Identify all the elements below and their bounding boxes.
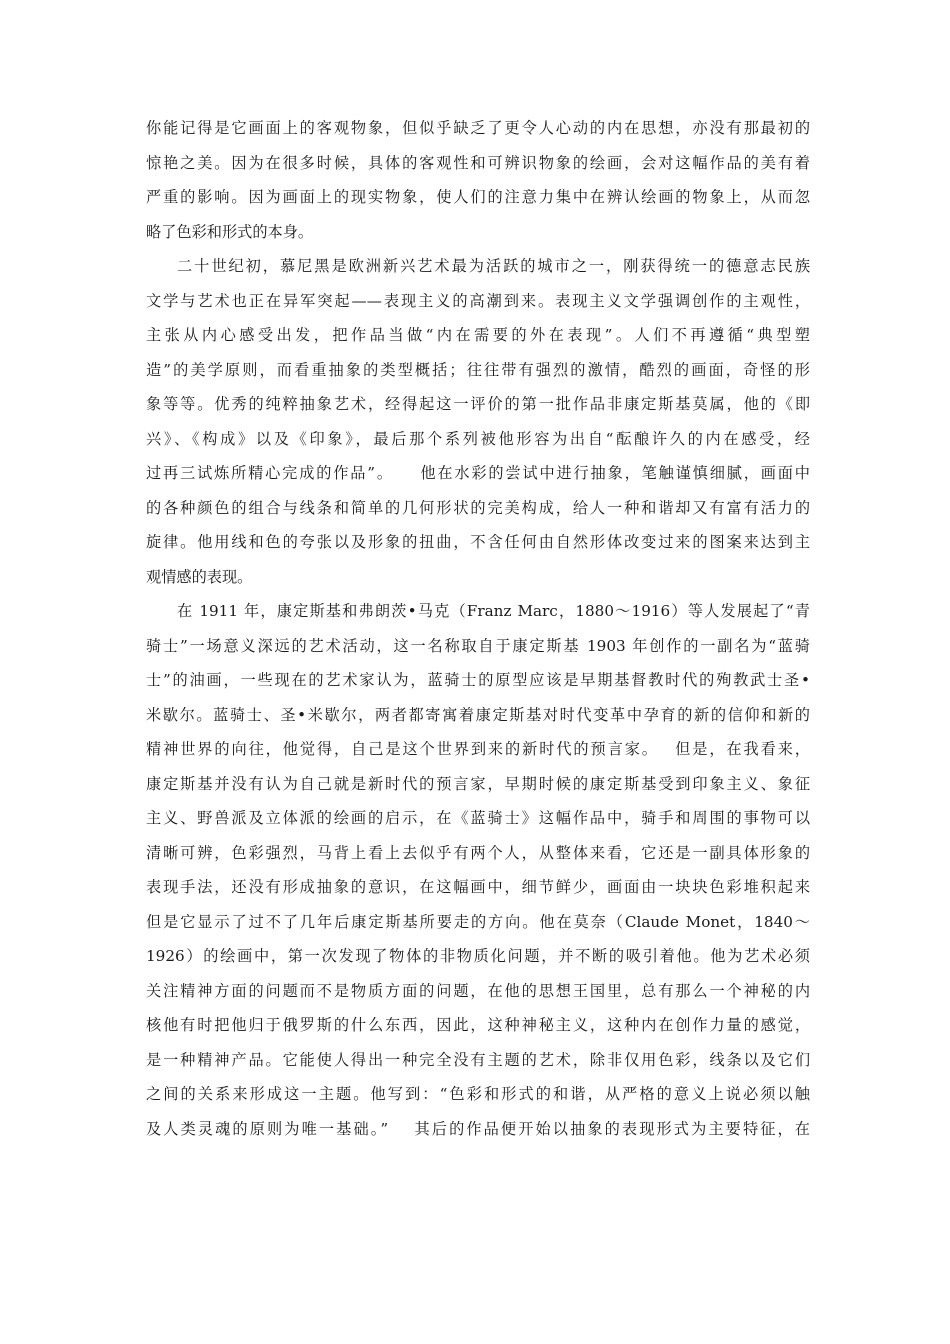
text-line: 造”的美学原则，而看重抽象的类型概括；往往带有强烈的激情，酷烈的画面，奇怪的形 [146,360,810,379]
text-line: 是一种精神产品。它能使人得出一种完全没有主题的艺术，除非仅用色彩，线条以及它们 [146,1050,810,1069]
text-line: 略了色彩和形式的本身。 [146,222,314,241]
text-line: 过再三试炼所精心完成的作品”。 他在水彩的尝试中进行抽象，笔触谨慎细腻，画面中 [146,464,810,482]
text-line: 核他有时把他归于俄罗斯的什么东西，因此，这种神秘主义，这种内在创作力量的感觉， [146,1016,810,1034]
text-line: 清晰可辨，色彩强烈，马背上看上去似乎有两个人，从整体来看，它还是一副具体形象的 [146,843,810,862]
paragraph [146,594,810,1146]
text-line: 二十世纪初，慕尼黑是欧洲新兴艺术最为活跃的城市之一，刚获得统一的德意志民族 [177,257,810,275]
text-line: 兴》、《构成》以及《印象》，最后那个系列被他形容为出自“酝酿许久的内在感受，经 [146,429,810,448]
text-line: 士”的油画，一些现在的艺术家认为，蓝骑士的原型应该是早期基督教时代的殉教武士圣• [146,671,810,689]
text-line: 表现手法，还没有形成抽象的意识，在这幅画中，细节鲜少，画面由一块块色彩堆积起来 [146,878,810,896]
text-line: 惊艳之美。因为在很多时候，具体的客观性和可辨识物象的绘画，会对这幅作品的美有着 [146,153,810,172]
text-line: 之间的关系来形成这一主题。他写到：“色彩和形式的和谐，从严格的意义上说必须以触 [146,1085,810,1103]
text-line: 精神世界的向往，他觉得，自己是这个世界到来的新时代的预言家。 但是，在我看来， [146,740,810,758]
text-line: 的各种颜色的组合与线条和简单的几何形状的完美构成，给人一种和谐却又有富有活力的 [146,498,810,517]
text-line: 你能记得是它画面上的客观物象，但似乎缺乏了更令人心动的内在思想，亦没有那最初的 [146,119,810,137]
body-text [146,111,810,1146]
text-line: 康定斯基并没有认为自己就是新时代的预言家，早期时候的康定斯基受到印象主义、象征 [146,774,810,793]
text-line: 观情感的表现。 [146,567,253,586]
text-line: 旋律。他用线和色的夸张以及形象的扭曲，不含任何由自然形体改变过来的图案来达到主 [146,533,810,551]
text-line: 关注精神方面的问题而不是物质方面的问题，在他的思想王国里，总有那么一个神秘的内 [146,981,810,1000]
paragraph [146,249,810,594]
text-line: 米歇尔。蓝骑士、圣•米歇尔，两者都寄寓着康定斯基对时代变革中孕育的新的信仰和新的 [146,705,810,724]
paragraph [146,111,810,249]
text-line: 文学与艺术也正在异军突起——表现主义的高潮到来。表现主义文学强调创作的主观性， [146,291,810,310]
text-line: 主义、野兽派及立体派的绘画的启示，在《蓝骑士》这幅作品中，骑手和周围的事物可以 [146,809,810,827]
text-line: 严重的影响。因为画面上的现实物象，使人们的注意力集中在辨认绘画的物象上，从而忽 [146,188,810,206]
text-line: 但是它显示了过不了几年后康定斯基所要走的方向。他在莫奈（Claude Monet，1840～ [146,912,810,931]
text-line: 及人类灵魂的原则为唯一基础。” 其后的作品便开始以抽象的表现形式为主要特征，在 [146,1119,810,1138]
text-line: 骑士”一场意义深远的艺术活动，这一名称取自于康定斯基 1903 年创作的一副名为“蓝骑 [146,636,810,655]
text-line: 1926）的绘画中，第一次发现了物体的非物质化问题，并不断的吸引着他。他为艺术必须 [146,947,810,965]
text-line: 在 1911 年，康定斯基和弗朗茨•马克（Franz Marc，1880～1916）等人发展起了“青 [177,602,810,620]
text-line: 象等等。优秀的纯粹抽象艺术，经得起这一评价的第一批作品非康定斯基莫属，他的《即 [146,395,810,413]
text-line: 主张从内心感受出发，把作品当做“内在需要的外在表现”。人们不再遵循“典型塑 [146,326,810,344]
